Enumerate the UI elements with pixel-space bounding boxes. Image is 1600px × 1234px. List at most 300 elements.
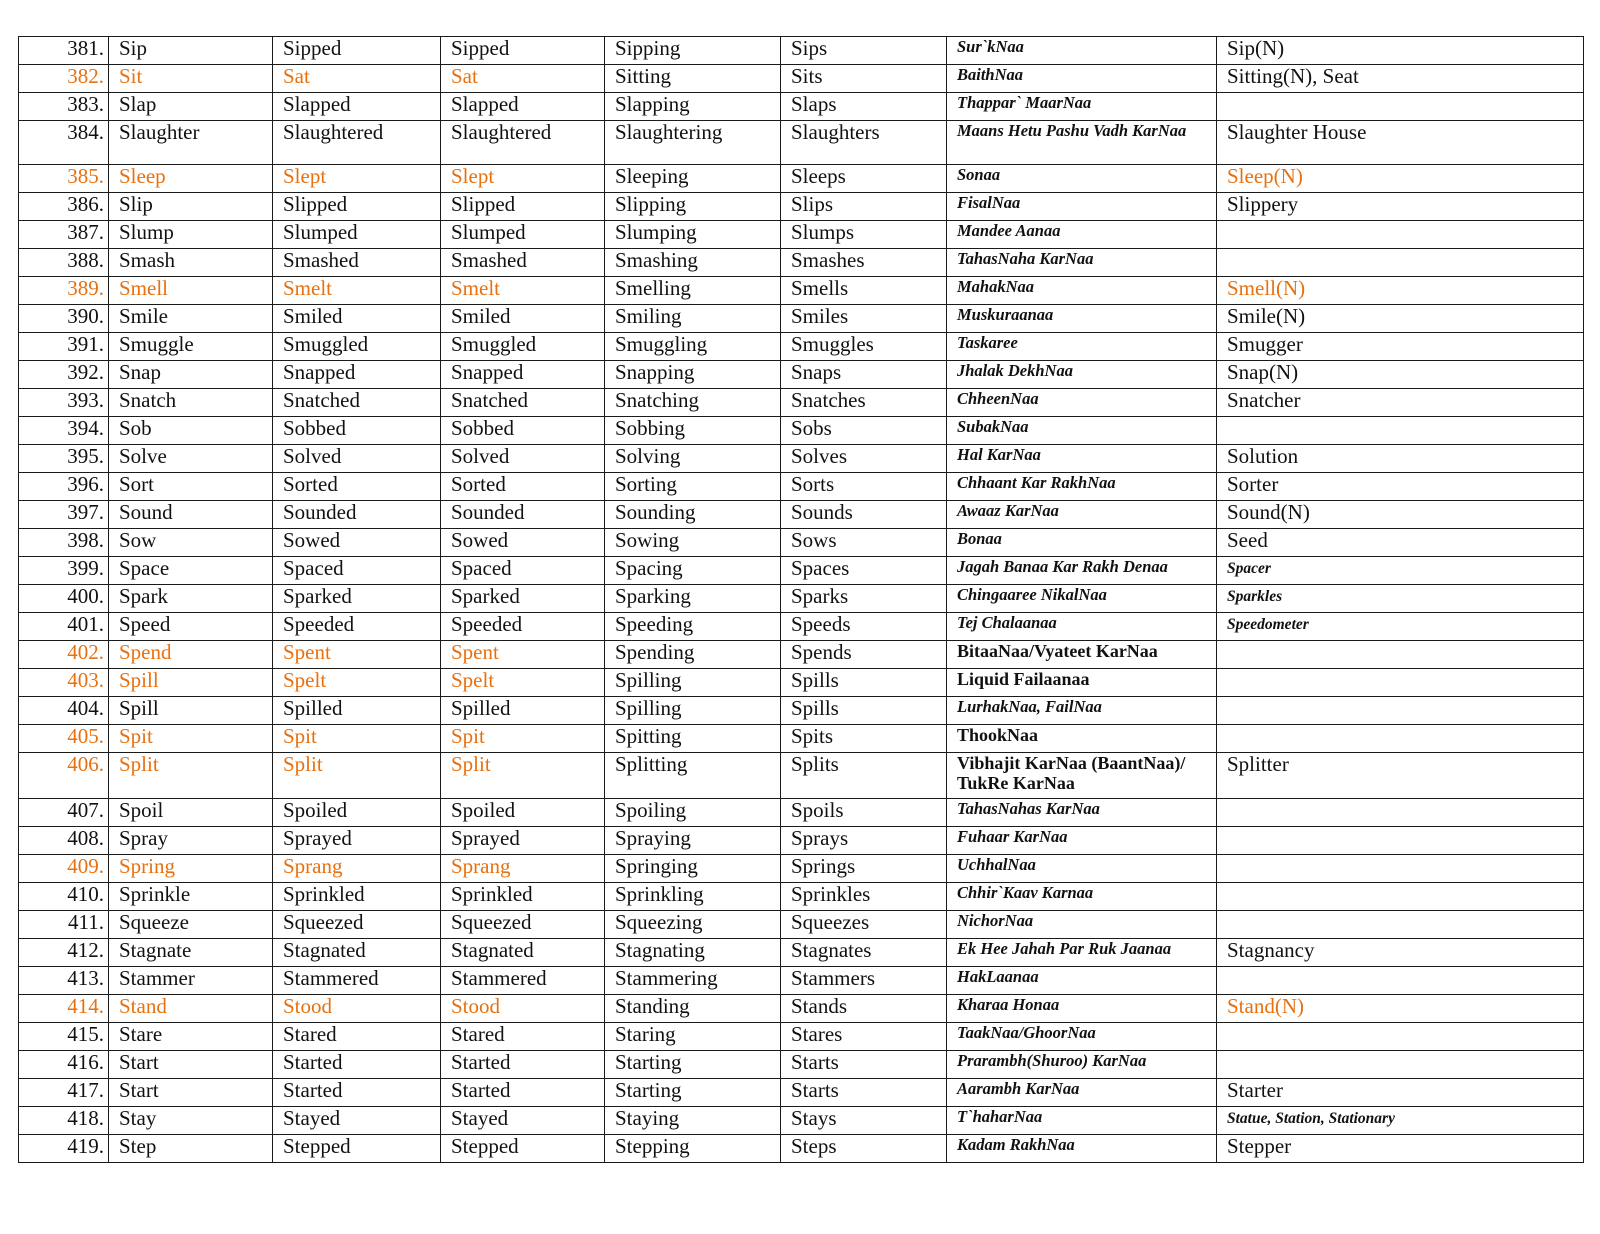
base-form: Spill (109, 697, 273, 725)
s-form: Stares (781, 1023, 947, 1051)
s-form: Slaughters (781, 121, 947, 165)
row-number: 407. (19, 799, 109, 827)
row-number: 403. (19, 669, 109, 697)
past-participle: Split (441, 753, 605, 799)
row-number: 392. (19, 361, 109, 389)
related-words (1217, 911, 1584, 939)
past-form: Squeezed (273, 911, 441, 939)
row-number: 414. (19, 995, 109, 1023)
row-number: 393. (19, 389, 109, 417)
related-words (1217, 417, 1584, 445)
base-form: Sow (109, 529, 273, 557)
past-form: Stammered (273, 967, 441, 995)
past-form: Sparked (273, 585, 441, 613)
ing-form: Squeezing (605, 911, 781, 939)
base-form: Split (109, 753, 273, 799)
hindi-meaning: Sonaa (947, 165, 1217, 193)
row-number: 419. (19, 1135, 109, 1163)
table-row (19, 967, 1584, 995)
related-words: Starter (1217, 1079, 1584, 1107)
ing-form: Slipping (605, 193, 781, 221)
hindi-meaning: Chhir`Kaav Karnaa (947, 883, 1217, 911)
table-row (19, 855, 1584, 883)
s-form: Stagnates (781, 939, 947, 967)
past-participle: Smiled (441, 305, 605, 333)
past-form: Sat (273, 65, 441, 93)
s-form: Sprinkles (781, 883, 947, 911)
past-form: Stepped (273, 1135, 441, 1163)
table-row (19, 193, 1584, 221)
past-participle: Spoiled (441, 799, 605, 827)
base-form: Stare (109, 1023, 273, 1051)
related-words (1217, 827, 1584, 855)
base-form: Spill (109, 669, 273, 697)
row-number: 385. (19, 165, 109, 193)
ing-form: Spacing (605, 557, 781, 585)
base-form: Slap (109, 93, 273, 121)
past-form: Snatched (273, 389, 441, 417)
base-form: Spring (109, 855, 273, 883)
hindi-meaning: Ek Hee Jahah Par Ruk Jaanaa (947, 939, 1217, 967)
related-words (1217, 93, 1584, 121)
table-row (19, 911, 1584, 939)
s-form: Smashes (781, 249, 947, 277)
related-words: Statue, Station, Stationary (1217, 1107, 1584, 1135)
past-form: Slapped (273, 93, 441, 121)
table-row (19, 93, 1584, 121)
s-form: Sips (781, 37, 947, 65)
row-number: 396. (19, 473, 109, 501)
related-words: Stand(N) (1217, 995, 1584, 1023)
past-participle: Sobbed (441, 417, 605, 445)
table-row (19, 277, 1584, 305)
base-form: Start (109, 1079, 273, 1107)
ing-form: Slapping (605, 93, 781, 121)
s-form: Snaps (781, 361, 947, 389)
past-participle: Stood (441, 995, 605, 1023)
related-words: Seed (1217, 529, 1584, 557)
past-participle: Sprinkled (441, 883, 605, 911)
hindi-meaning: ChheenNaa (947, 389, 1217, 417)
row-number: 415. (19, 1023, 109, 1051)
past-form: Stared (273, 1023, 441, 1051)
s-form: Spaces (781, 557, 947, 585)
related-words (1217, 669, 1584, 697)
table-row (19, 417, 1584, 445)
ing-form: Stagnating (605, 939, 781, 967)
base-form: Spoil (109, 799, 273, 827)
hindi-meaning: MahakNaa (947, 277, 1217, 305)
hindi-meaning: Vibhajit KarNaa (BaantNaa)/ TukRe KarNaa (947, 753, 1217, 799)
ing-form: Speeding (605, 613, 781, 641)
table-row (19, 501, 1584, 529)
past-form: Spelt (273, 669, 441, 697)
row-number: 408. (19, 827, 109, 855)
past-form: Sprang (273, 855, 441, 883)
past-participle: Sipped (441, 37, 605, 65)
past-participle: Smashed (441, 249, 605, 277)
related-words: Sorter (1217, 473, 1584, 501)
base-form: Smell (109, 277, 273, 305)
s-form: Starts (781, 1051, 947, 1079)
past-participle: Squeezed (441, 911, 605, 939)
s-form: Steps (781, 1135, 947, 1163)
ing-form: Smuggling (605, 333, 781, 361)
ing-form: Stammering (605, 967, 781, 995)
past-participle: Sprayed (441, 827, 605, 855)
table-row (19, 529, 1584, 557)
past-participle: Sowed (441, 529, 605, 557)
base-form: Smuggle (109, 333, 273, 361)
past-participle: Stammered (441, 967, 605, 995)
hindi-meaning: ThookNaa (947, 725, 1217, 753)
s-form: Sorts (781, 473, 947, 501)
past-participle: Sat (441, 65, 605, 93)
ing-form: Sipping (605, 37, 781, 65)
s-form: Smuggles (781, 333, 947, 361)
base-form: Sip (109, 37, 273, 65)
table-row (19, 445, 1584, 473)
hindi-meaning: UchhalNaa (947, 855, 1217, 883)
s-form: Smells (781, 277, 947, 305)
s-form: Stammers (781, 967, 947, 995)
past-form: Snapped (273, 361, 441, 389)
row-number: 400. (19, 585, 109, 613)
past-form: Stagnated (273, 939, 441, 967)
table-row (19, 65, 1584, 93)
row-number: 383. (19, 93, 109, 121)
table-row (19, 995, 1584, 1023)
past-participle: Slipped (441, 193, 605, 221)
s-form: Spits (781, 725, 947, 753)
s-form: Stays (781, 1107, 947, 1135)
hindi-meaning: Thappar` MaarNaa (947, 93, 1217, 121)
past-form: Slaughtered (273, 121, 441, 165)
ing-form: Staring (605, 1023, 781, 1051)
row-number: 394. (19, 417, 109, 445)
ing-form: Spoiling (605, 799, 781, 827)
hindi-meaning: T`haharNaa (947, 1107, 1217, 1135)
s-form: Smiles (781, 305, 947, 333)
s-form: Sounds (781, 501, 947, 529)
s-form: Springs (781, 855, 947, 883)
s-form: Splits (781, 753, 947, 799)
past-form: Sounded (273, 501, 441, 529)
row-number: 390. (19, 305, 109, 333)
row-number: 401. (19, 613, 109, 641)
hindi-meaning: BaithNaa (947, 65, 1217, 93)
s-form: Sows (781, 529, 947, 557)
past-participle: Slept (441, 165, 605, 193)
hindi-meaning: Sur`kNaa (947, 37, 1217, 65)
row-number: 409. (19, 855, 109, 883)
s-form: Sprays (781, 827, 947, 855)
table-row (19, 725, 1584, 753)
row-number: 387. (19, 221, 109, 249)
related-words (1217, 799, 1584, 827)
table-row (19, 883, 1584, 911)
ing-form: Stepping (605, 1135, 781, 1163)
related-words: Solution (1217, 445, 1584, 473)
verb-table-body (19, 37, 1584, 1163)
past-form: Sorted (273, 473, 441, 501)
past-form: Slipped (273, 193, 441, 221)
past-participle: Spaced (441, 557, 605, 585)
row-number: 391. (19, 333, 109, 361)
s-form: Spills (781, 697, 947, 725)
past-participle: Started (441, 1051, 605, 1079)
related-words (1217, 641, 1584, 669)
base-form: Slump (109, 221, 273, 249)
past-participle: Spit (441, 725, 605, 753)
hindi-meaning: Mandee Aanaa (947, 221, 1217, 249)
ing-form: Sprinkling (605, 883, 781, 911)
row-number: 402. (19, 641, 109, 669)
ing-form: Snapping (605, 361, 781, 389)
base-form: Snatch (109, 389, 273, 417)
past-form: Started (273, 1079, 441, 1107)
base-form: Stagnate (109, 939, 273, 967)
s-form: Spends (781, 641, 947, 669)
related-words (1217, 249, 1584, 277)
hindi-meaning: BitaaNaa/Vyateet KarNaa (947, 641, 1217, 669)
past-form: Slept (273, 165, 441, 193)
row-number: 397. (19, 501, 109, 529)
past-form: Solved (273, 445, 441, 473)
table-row (19, 333, 1584, 361)
table-row (19, 1079, 1584, 1107)
base-form: Snap (109, 361, 273, 389)
related-words (1217, 967, 1584, 995)
ing-form: Sobbing (605, 417, 781, 445)
table-row (19, 585, 1584, 613)
s-form: Slumps (781, 221, 947, 249)
base-form: Space (109, 557, 273, 585)
table-row (19, 389, 1584, 417)
row-number: 412. (19, 939, 109, 967)
base-form: Sound (109, 501, 273, 529)
hindi-meaning: Maans Hetu Pashu Vadh KarNaa (947, 121, 1217, 165)
base-form: Speed (109, 613, 273, 641)
ing-form: Spending (605, 641, 781, 669)
related-words (1217, 1023, 1584, 1051)
ing-form: Snatching (605, 389, 781, 417)
past-form: Spilled (273, 697, 441, 725)
row-number: 417. (19, 1079, 109, 1107)
table-row (19, 249, 1584, 277)
past-participle: Stepped (441, 1135, 605, 1163)
past-form: Spoiled (273, 799, 441, 827)
hindi-meaning: Tej Chalaanaa (947, 613, 1217, 641)
past-form: Split (273, 753, 441, 799)
hindi-meaning: FisalNaa (947, 193, 1217, 221)
s-form: Sits (781, 65, 947, 93)
table-row (19, 697, 1584, 725)
table-row (19, 1023, 1584, 1051)
hindi-meaning: SubakNaa (947, 417, 1217, 445)
past-participle: Spent (441, 641, 605, 669)
table-row (19, 1107, 1584, 1135)
hindi-meaning: Taskaree (947, 333, 1217, 361)
hindi-meaning: Hal KarNaa (947, 445, 1217, 473)
ing-form: Spitting (605, 725, 781, 753)
ing-form: Spilling (605, 697, 781, 725)
row-number: 411. (19, 911, 109, 939)
past-participle: Slaughtered (441, 121, 605, 165)
past-form: Spit (273, 725, 441, 753)
hindi-meaning: TahasNaha KarNaa (947, 249, 1217, 277)
past-participle: Smelt (441, 277, 605, 305)
past-participle: Sparked (441, 585, 605, 613)
hindi-meaning: TahasNahas KarNaa (947, 799, 1217, 827)
table-row (19, 799, 1584, 827)
past-form: Smelt (273, 277, 441, 305)
hindi-meaning: Chhaant Kar RakhNaa (947, 473, 1217, 501)
row-number: 399. (19, 557, 109, 585)
past-form: Stayed (273, 1107, 441, 1135)
table-row (19, 669, 1584, 697)
row-number: 410. (19, 883, 109, 911)
s-form: Squeezes (781, 911, 947, 939)
hindi-meaning: HakLaanaa (947, 967, 1217, 995)
past-participle: Spelt (441, 669, 605, 697)
ing-form: Sparking (605, 585, 781, 613)
base-form: Sob (109, 417, 273, 445)
ing-form: Sowing (605, 529, 781, 557)
base-form: Smile (109, 305, 273, 333)
ing-form: Slaughtering (605, 121, 781, 165)
past-form: Stood (273, 995, 441, 1023)
base-form: Stammer (109, 967, 273, 995)
table-row (19, 939, 1584, 967)
table-row (19, 641, 1584, 669)
hindi-meaning: Awaaz KarNaa (947, 501, 1217, 529)
related-words: Stagnancy (1217, 939, 1584, 967)
table-row (19, 361, 1584, 389)
base-form: Step (109, 1135, 273, 1163)
ing-form: Slumping (605, 221, 781, 249)
past-form: Speeded (273, 613, 441, 641)
related-words: Sleep(N) (1217, 165, 1584, 193)
base-form: Spark (109, 585, 273, 613)
past-form: Sipped (273, 37, 441, 65)
past-participle: Stayed (441, 1107, 605, 1135)
s-form: Spills (781, 669, 947, 697)
ing-form: Smelling (605, 277, 781, 305)
past-participle: Slumped (441, 221, 605, 249)
base-form: Stand (109, 995, 273, 1023)
table-row (19, 557, 1584, 585)
table-row (19, 1135, 1584, 1163)
past-form: Slumped (273, 221, 441, 249)
ing-form: Spraying (605, 827, 781, 855)
ing-form: Springing (605, 855, 781, 883)
past-form: Spaced (273, 557, 441, 585)
ing-form: Sorting (605, 473, 781, 501)
s-form: Solves (781, 445, 947, 473)
related-words (1217, 855, 1584, 883)
s-form: Slaps (781, 93, 947, 121)
row-number: 386. (19, 193, 109, 221)
row-number: 388. (19, 249, 109, 277)
base-form: Sprinkle (109, 883, 273, 911)
base-form: Spit (109, 725, 273, 753)
related-words: Smugger (1217, 333, 1584, 361)
s-form: Snatches (781, 389, 947, 417)
past-participle: Started (441, 1079, 605, 1107)
related-words: Speedometer (1217, 613, 1584, 641)
related-words: Snap(N) (1217, 361, 1584, 389)
related-words: Slippery (1217, 193, 1584, 221)
table-row (19, 1051, 1584, 1079)
past-form: Started (273, 1051, 441, 1079)
past-participle: Solved (441, 445, 605, 473)
hindi-meaning: Prarambh(Shuroo) KarNaa (947, 1051, 1217, 1079)
past-form: Sprayed (273, 827, 441, 855)
base-form: Sleep (109, 165, 273, 193)
base-form: Sort (109, 473, 273, 501)
past-form: Sprinkled (273, 883, 441, 911)
ing-form: Solving (605, 445, 781, 473)
s-form: Spoils (781, 799, 947, 827)
past-form: Smiled (273, 305, 441, 333)
hindi-meaning: NichorNaa (947, 911, 1217, 939)
row-number: 384. (19, 121, 109, 165)
hindi-meaning: Jhalak DekhNaa (947, 361, 1217, 389)
row-number: 395. (19, 445, 109, 473)
base-form: Spend (109, 641, 273, 669)
related-words: Sparkles (1217, 585, 1584, 613)
row-number: 389. (19, 277, 109, 305)
hindi-meaning: Aarambh KarNaa (947, 1079, 1217, 1107)
table-row (19, 121, 1584, 165)
related-words (1217, 725, 1584, 753)
base-form: Sit (109, 65, 273, 93)
past-participle: Spilled (441, 697, 605, 725)
related-words (1217, 883, 1584, 911)
past-form: Spent (273, 641, 441, 669)
s-form: Slips (781, 193, 947, 221)
past-participle: Smuggled (441, 333, 605, 361)
s-form: Stands (781, 995, 947, 1023)
hindi-meaning: Kharaa Honaa (947, 995, 1217, 1023)
related-words: Sip(N) (1217, 37, 1584, 65)
row-number: 382. (19, 65, 109, 93)
base-form: Smash (109, 249, 273, 277)
base-form: Slip (109, 193, 273, 221)
table-row (19, 165, 1584, 193)
past-participle: Sprang (441, 855, 605, 883)
related-words: Sound(N) (1217, 501, 1584, 529)
ing-form: Starting (605, 1079, 781, 1107)
ing-form: Splitting (605, 753, 781, 799)
related-words (1217, 221, 1584, 249)
hindi-meaning: Jagah Banaa Kar Rakh Denaa (947, 557, 1217, 585)
past-form: Smuggled (273, 333, 441, 361)
ing-form: Staying (605, 1107, 781, 1135)
related-words: Sitting(N), Seat (1217, 65, 1584, 93)
past-participle: Snatched (441, 389, 605, 417)
ing-form: Smiling (605, 305, 781, 333)
related-words: Smile(N) (1217, 305, 1584, 333)
hindi-meaning: Muskuraanaa (947, 305, 1217, 333)
s-form: Sobs (781, 417, 947, 445)
verb-forms-table (18, 36, 1584, 1163)
past-participle: Stagnated (441, 939, 605, 967)
table-row (19, 827, 1584, 855)
row-number: 418. (19, 1107, 109, 1135)
past-participle: Snapped (441, 361, 605, 389)
